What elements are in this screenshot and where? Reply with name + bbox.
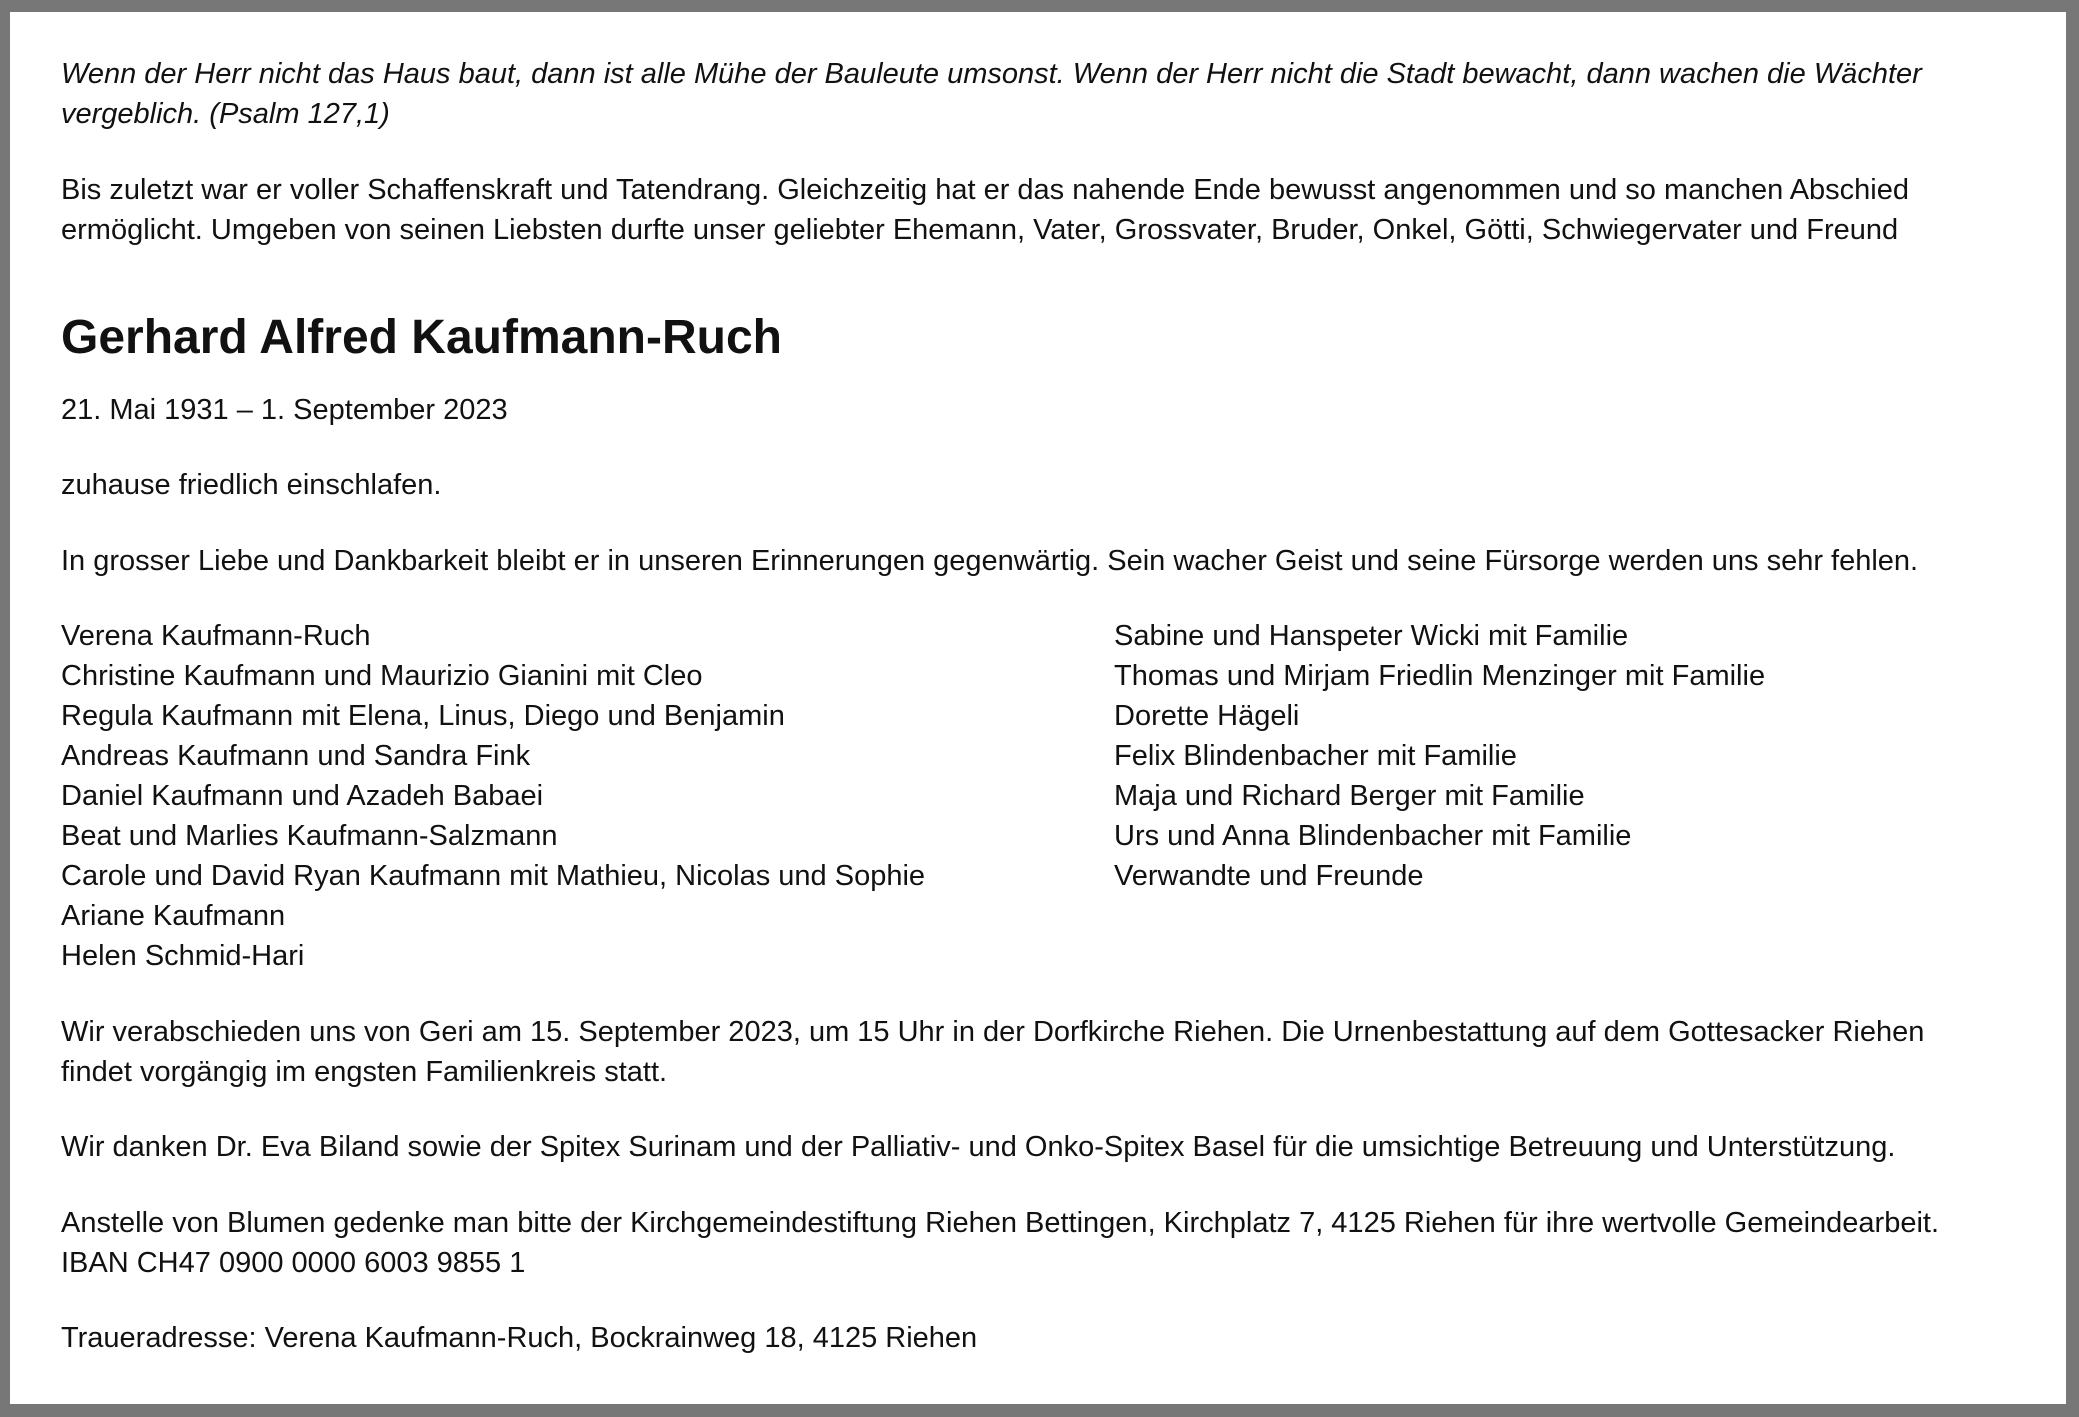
mourners-right-column [1114,616,1765,896]
mourner: Helen Schmid-Hari [61,940,305,972]
mourners-left-column [61,616,925,976]
mourner: Verwandte und Freunde [1114,860,1424,892]
mourner: Beat und Marlies Kaufmann-Salzmann [61,820,558,852]
mourner: Felix Blindenbacher mit Familie [1114,740,1517,772]
mourner: Ariane Kaufmann [61,900,286,932]
mourner: Carole und David Ryan Kaufmann mit Mathieu, Nicolas und Sophie [61,860,926,892]
mourner: Verena Kaufmann-Ruch [61,620,371,652]
thanks-text: Wir danken Dr. Eva Biland sowie der Spitex Surinam und der Palliativ- und Onko-Spitex Basel für die umsichtige Betreuung und Unterstützung. [61,1131,1896,1163]
mourner: Regula Kaufmann mit Elena, Linus, Diego und Benjamin [61,700,785,732]
life-dates: 21. Mai 1931 – 1. September 2023 [61,394,508,426]
sleep-text: zuhause friedlich einschlafen. [61,469,442,501]
farewell-line-1: Wir verabschieden uns von Geri am 15. September 2023, um 15 Uhr in der Dorfkirche Riehen. Die Urnenbestattung auf dem Gottesacker Riehen [61,1016,1925,1048]
farewell-line-2: findet vorgängig im engsten Familienkreis statt. [61,1056,668,1088]
mourner: Maja und Richard Berger mit Familie [1114,780,1585,812]
mourner: Sabine und Hanspeter Wicki mit Familie [1114,620,1629,652]
mourner: Urs und Anna Blindenbacher mit Familie [1114,820,1632,852]
psalm-line-2: vergeblich. (Psalm 127,1) [61,98,390,130]
memory-text: In grosser Liebe und Dankbarkeit bleibt er in unseren Erinnerungen gegenwärtig. Sein wacher Geist und seine Fürsorge werden uns sehr fehlen. [61,545,1919,577]
mourner: Thomas und Mirjam Friedlin Menzinger mit Familie [1114,660,1766,692]
deceased-name: Gerhard Alfred Kaufmann-Ruch [61,311,782,364]
psalm-line-1: Wenn der Herr nicht das Haus baut, dann ist alle Mühe der Bauleute umsonst. Wenn der Herr nicht die Stadt bewacht, dann wachen die Wächter [61,58,1922,90]
mourning-address: Traueradresse: Verena Kaufmann-Ruch, Bockrainweg 18, 4125 Riehen [61,1322,978,1354]
iban: IBAN CH47 0900 0000 6003 9855 1 [61,1247,526,1279]
donation-line-1: Anstelle von Blumen gedenke man bitte der Kirchgemeindestiftung Riehen Bettingen, Kirchplatz 7, 4125 Riehen für ihre wertvolle Gemeindearbeit. [61,1207,1940,1239]
mourner: Daniel Kaufmann und Azadeh Babaei [61,780,544,812]
intro-line-1: Bis zuletzt war er voller Schaffenskraft und Tatendrang. Gleichzeitig hat er das nahende Ende bewusst angenommen und so manchen Abschied [61,174,1909,206]
mourner: Christine Kaufmann und Maurizio Gianini mit Cleo [61,660,703,692]
mourner: Dorette Hägeli [1114,700,1300,732]
intro-line-2: ermöglicht. Umgeben von seinen Liebsten durfte unser geliebter Ehemann, Vater, Grossvater, Bruder, Onkel, Götti, Schwiegervater und Freund [61,214,1899,246]
obituary-page [10,12,2066,1404]
mourner: Andreas Kaufmann und Sandra Fink [61,740,531,772]
